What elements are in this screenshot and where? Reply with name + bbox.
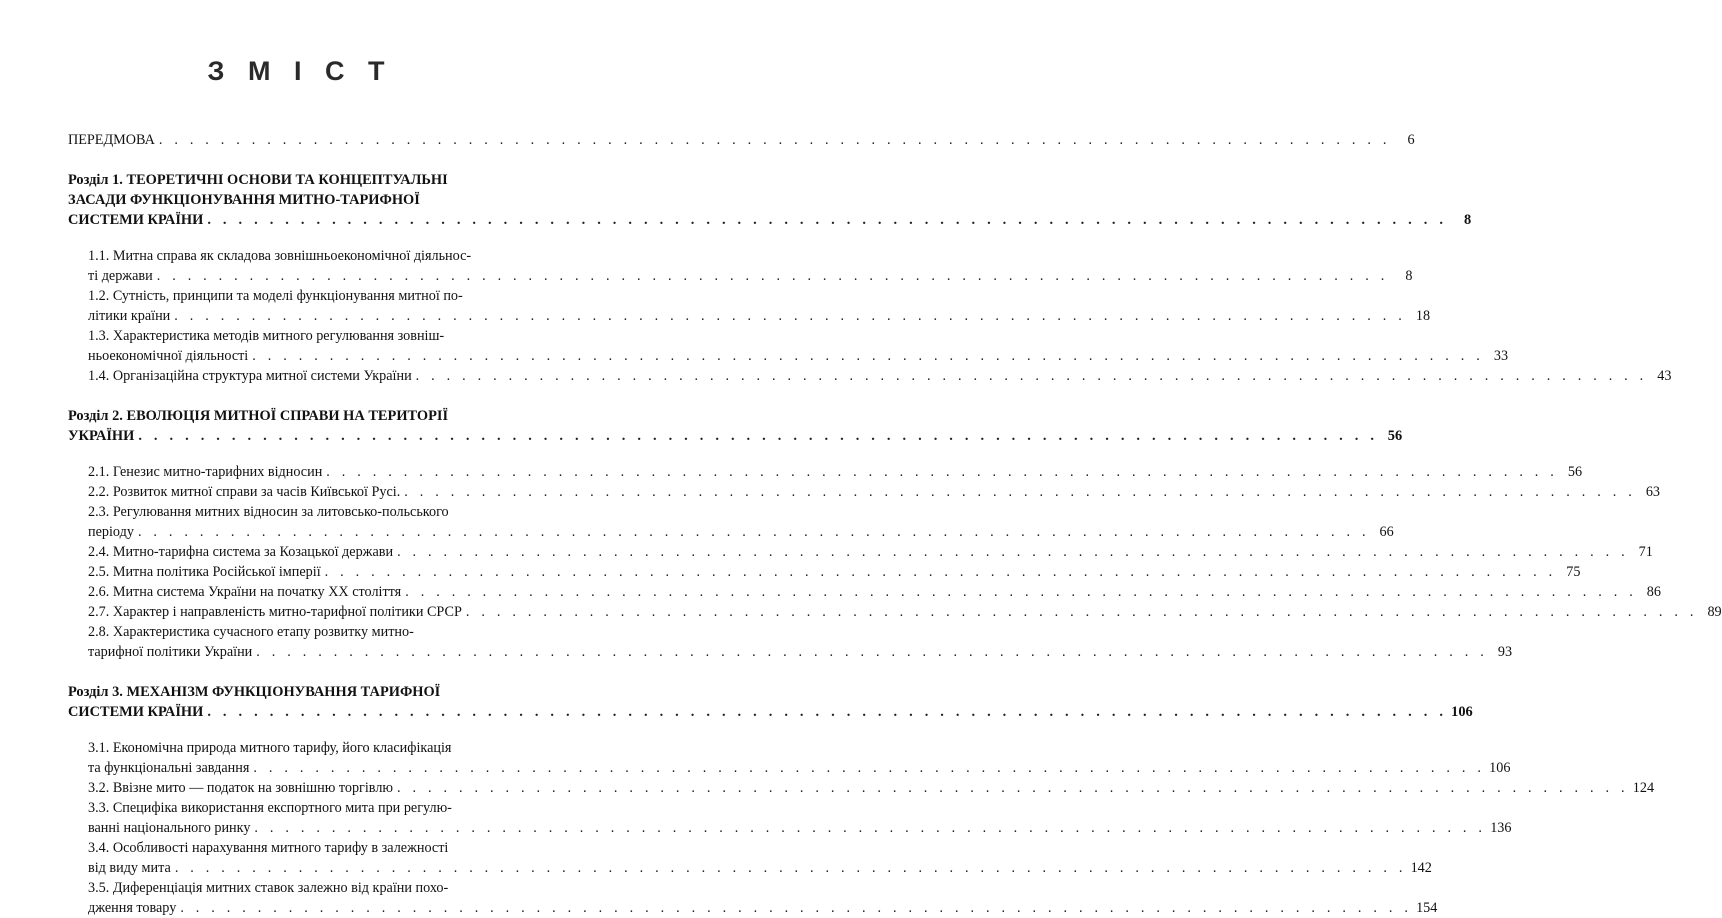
page-number: 8 bbox=[1405, 268, 1413, 284]
page-number: 154 bbox=[1416, 900, 1438, 916]
page-number: 106 bbox=[1451, 704, 1473, 720]
page-number: 93 bbox=[1497, 644, 1513, 660]
toc-entry-text: 3.2. Ввізне мито — податок на зовнішню торгівлю bbox=[88, 780, 394, 796]
leader-dots: . . . . . . . . . . . . . . . . . . . . . . . . . . . . . . . . . . . . . . . . . . . . . . . . . . . . . . . . . . . . . . . . . . . . . . . . . . . . . . . . bbox=[207, 212, 1448, 228]
leader-dots: . . . . . . . . . . . . . . . . . . . . . . . . . . . . . . . . . . . . . . . . . . . . . . . . . . . . . . . . . . . . . . . . . . . . . . . . . . . . . . . . bbox=[397, 780, 1629, 796]
toc-entry-text: 3.5. Диференціація митних ставок залежно від країни похо- bbox=[88, 880, 449, 896]
leader-dots: . . . . . . . . . . . . . . . . . . . . . . . . . . . . . . . . . . . . . . . . . . . . . . . . . . . . . . . . . . . . . . . . . . . . . . . . . . . . . . . . bbox=[397, 544, 1629, 560]
toc-entry[interactable] bbox=[68, 642, 1513, 662]
leader-dots: . . . . . . . . . . . . . . . . . . . . . . . . . . . . . . . . . . . . . . . . . . . . . . . . . . . . . . . . . . . . . . . . . . . . . . . . . . . . . . . . bbox=[405, 584, 1637, 600]
toc-entry[interactable] bbox=[68, 778, 1655, 798]
toc-entry bbox=[68, 838, 530, 858]
page-number: 86 bbox=[1646, 584, 1661, 600]
page-number: 106 bbox=[1489, 760, 1511, 776]
toc-entry-text: та функціональні завдання bbox=[88, 760, 250, 776]
leader-dots: . . . . . . . . . . . . . . . . . . . . . . . . . . . . . . . . . . . . . . . . . . . . . . . . . . . . . . . . . . . . . . . . . . . . . . . . . . . . . . . . bbox=[324, 564, 1557, 580]
section-heading bbox=[68, 682, 530, 702]
toc-entry[interactable] bbox=[68, 542, 1653, 562]
section-heading bbox=[68, 170, 530, 190]
toc-entry bbox=[68, 622, 530, 642]
toc-entry bbox=[68, 738, 530, 758]
leader-dots: . . . . . . . . . . . . . . . . . . . . . . . . . . . . . . . . . . . . . . . . . . . . . . . . . . . . . . . . . . . . . . . . . . . . . . . . . . . . . . . . bbox=[415, 368, 1648, 384]
page-number: 142 bbox=[1410, 860, 1432, 876]
leader-dots: . . . . . . . . . . . . . . . . . . . . . . . . . . . . . . . . . . . . . . . . . . . . . . . . . . . . . . . . . . . . . . . . . . . . . . . . . . . . . . . . bbox=[174, 860, 1407, 876]
page-number: 43 bbox=[1657, 368, 1672, 384]
leader-dots: . . . . . . . . . . . . . . . . . . . . . . . . . . . . . . . . . . . . . . . . . . . . . . . . . . . . . . . . . . . . . . . . . . . . . . . . . . . . . . . . bbox=[137, 524, 1370, 540]
toc-entry[interactable] bbox=[68, 462, 1583, 482]
toc-entry-text: 2.6. Митна система України на початку ХХ століття bbox=[88, 584, 402, 600]
toc-entry-text: 2.5. Митна політика Російської імперії bbox=[88, 564, 321, 580]
spacer bbox=[68, 446, 530, 462]
toc-entry-text: дження товару bbox=[88, 900, 177, 916]
page-number: 56 bbox=[1387, 428, 1403, 444]
toc-entry-text: 1.2. Сутність, принципи та моделі функціонування митної по- bbox=[88, 288, 463, 304]
leader-dots: . . . . . . . . . . . . . . . . . . . . . . . . . . . . . . . . . . . . . . . . . . . . . . . . . . . . . . . . . . . . . . . . . . . . . . . . . . . . . . . . bbox=[253, 760, 1486, 776]
spacer bbox=[68, 386, 530, 406]
toc-entry-preface-text: ПЕРЕДМОВА bbox=[68, 132, 155, 148]
section-heading bbox=[68, 190, 530, 210]
toc-entry-text: 3.1. Економічна природа митного тарифу, його класифікація bbox=[88, 740, 452, 756]
toc-entry[interactable] bbox=[68, 582, 1661, 602]
toc-entry-text: 2.4. Митно-тарифна система за Козацької держави bbox=[88, 544, 394, 560]
toc-entry-text: періоду bbox=[88, 524, 134, 540]
toc-entry-text: від виду мита bbox=[88, 860, 171, 876]
toc-entry bbox=[68, 878, 530, 898]
section-heading-text: Розділ 3. МЕХАНІЗМ ФУНКЦІОНУВАННЯ ТАРИФНОЇ bbox=[68, 684, 441, 700]
page-number: 56 bbox=[1567, 464, 1583, 480]
leader-dots: . . . . . . . . . . . . . . . . . . . . . . . . . . . . . . . . . . . . . . . . . . . . . . . . . . . . . . . . . . . . . . . . . . . . . . . . . . . . . . . . bbox=[207, 704, 1448, 720]
toc-entry-text: 2.7. Характер і направленість митно-тарифної політики СРСР bbox=[88, 604, 462, 620]
toc-entry-text: ті держави bbox=[88, 268, 153, 284]
toc-entry-preface[interactable] bbox=[68, 130, 1415, 150]
toc-entry bbox=[68, 246, 530, 266]
toc-entry bbox=[68, 286, 530, 306]
toc-entry bbox=[68, 502, 530, 522]
page-number: 66 bbox=[1379, 524, 1394, 540]
toc-entry-text: тарифної політики України bbox=[88, 644, 253, 660]
page-number: 63 bbox=[1645, 484, 1661, 500]
section-heading-text: ЗАСАДИ ФУНКЦІОНУВАННЯ МИТНО-ТАРИФНОЇ bbox=[68, 192, 420, 208]
table-of-contents bbox=[68, 130, 1722, 918]
toc-entry bbox=[68, 326, 530, 346]
toc-entry-text: 2.3. Регулювання митних відносин за литовсько-польського bbox=[88, 504, 449, 520]
toc-entry[interactable] bbox=[68, 366, 1672, 386]
page-title: З М І С Т bbox=[207, 56, 393, 86]
toc-entry-text: 3.4. Особливості нарахування митного тарифу в залежності bbox=[88, 840, 449, 856]
page-number: 136 bbox=[1490, 820, 1512, 836]
section-heading bbox=[68, 406, 530, 426]
leader-dots: . . . . . . . . . . . . . . . . . . . . . . . . . . . . . . . . . . . . . . . . . . . . . . . . . . . . . . . . . . . . . . . . . . . . . . . . . . . . . . . . bbox=[180, 900, 1413, 916]
toc-entry-text: 1.4. Організаційна структура митної системи України bbox=[88, 368, 412, 384]
section-heading[interactable] bbox=[68, 702, 1473, 722]
leader-dots: . . . . . . . . . . . . . . . . . . . . . . . . . . . . . . . . . . . . . . . . . . . . . . . . . . . . . . . . . . . . . . . . . . . . . . . . . . . . . . . . bbox=[174, 308, 1407, 324]
leader-dots: . . . . . . . . . . . . . . . . . . . . . . . . . . . . . . . . . . . . . . . . . . . . . . . . . . . . . . . . . . . . . . . . . . . . . . . . . . . . . . . . bbox=[138, 428, 1379, 444]
page-number: 18 bbox=[1415, 308, 1431, 324]
toc-entry-text: 2.1. Генезис митно-тарифних відносин bbox=[88, 464, 323, 480]
toc-entry-text: 1.3. Характеристика методів митного регулювання зовніш- bbox=[88, 328, 445, 344]
leader-dots: . . . . . . . . . . . . . . . . . . . . . . . . . . . . . . . . . . . . . . . . . . . . . . . . . . . . . . . . . . . . . . . . . . . . . . . . . . . . . . . . bbox=[254, 820, 1487, 836]
leader-dots: . . . . . . . . . . . . . . . . . . . . . . . . . . . . . . . . . . . . . . . . . . . . . . . . . . . . . . . . . . . . . . . . . . . . . . . . . . . . . . . . bbox=[252, 348, 1485, 364]
toc-entry[interactable] bbox=[68, 562, 1581, 582]
page-number: 89 bbox=[1707, 604, 1722, 620]
toc-entry-text: 2.2. Розвиток митної справи за часів Київської Русі. bbox=[88, 484, 401, 500]
toc-entry-text: 1.1. Митна справа як складова зовнішньоекономічної діяльнос- bbox=[88, 248, 472, 264]
toc-entry-text: 3.3. Специфіка використання експортного мита при регулю- bbox=[88, 800, 452, 816]
leader-dots: . . . . . . . . . . . . . . . . . . . . . . . . . . . . . . . . . . . . . . . . . . . . . . . . . . . . . . . . . . . . . . . . . . . . . . . . . . . . . . . . bbox=[326, 464, 1559, 480]
leader-dots: . . . . . . . . . . . . . . . . . . . . . . . . . . . . . . . . . . . . . . . . . . . . . . . . . . . . . . . . . . . . . . . . . . . . . . . . . . . . . . . . bbox=[465, 604, 1698, 620]
leader-dots: . . . . . . . . . . . . . . . . . . . . . . . . . . . . . . . . . . . . . . . . . . . . . . . . . . . . . . . . . . . . . . . . . . . . . . . . . . . . . . . . bbox=[404, 484, 1637, 500]
page-number: 6 bbox=[1407, 132, 1415, 148]
section-heading-text: УКРАЇНИ bbox=[68, 428, 135, 444]
toc-entry[interactable] bbox=[68, 758, 1511, 778]
toc-entry-text: ньоекономічної діяльності bbox=[88, 348, 249, 364]
page-number: 71 bbox=[1638, 544, 1653, 560]
toc-entry[interactable] bbox=[68, 522, 1394, 542]
section-heading-text: Розділ 2. ЕВОЛЮЦІЯ МИТНОЇ СПРАВИ НА ТЕРИТОРІЇ bbox=[68, 408, 449, 424]
toc-entry-text: ванні національного ринку bbox=[88, 820, 251, 836]
toc-entry[interactable] bbox=[68, 266, 1413, 286]
spacer bbox=[68, 150, 530, 170]
leader-dots: . . . . . . . . . . . . . . . . . . . . . . . . . . . . . . . . . . . . . . . . . . . . . . . . . . . . . . . . . . . . . . . . . . . . . . . . . . . . . . . . bbox=[156, 268, 1389, 284]
page-number: 124 bbox=[1632, 780, 1655, 796]
page-number: 33 bbox=[1493, 348, 1509, 364]
spacer bbox=[68, 662, 530, 682]
toc-entry[interactable] bbox=[68, 602, 1722, 622]
leader-dots: . . . . . . . . . . . . . . . . . . . . . . . . . . . . . . . . . . . . . . . . . . . . . . . . . . . . . . . . . . . . . . . . . . . . . . . . . . . . . . . . bbox=[256, 644, 1489, 660]
leader-dots: . . . . . . . . . . . . . . . . . . . . . . . . . . . . . . . . . . . . . . . . . . . . . . . . . . . . . . . . . . . . . . . . . . . . . . . . . . . . . . . . bbox=[158, 132, 1391, 148]
toc-entry-text: літики країни bbox=[88, 308, 171, 324]
page-number: 8 bbox=[1463, 212, 1472, 228]
toc-entry[interactable] bbox=[68, 482, 1661, 502]
spacer bbox=[68, 722, 530, 738]
spacer bbox=[68, 230, 530, 246]
toc-entry[interactable] bbox=[68, 306, 1431, 326]
toc-entry[interactable] bbox=[68, 898, 1438, 918]
toc-entry[interactable] bbox=[68, 346, 1509, 366]
section-heading[interactable] bbox=[68, 210, 1472, 230]
section-heading-text: СИСТЕМИ КРАЇНИ bbox=[68, 212, 204, 228]
toc-entry-text: 2.8. Характеристика сучасного етапу розвитку митно- bbox=[88, 624, 414, 640]
section-heading-text: Розділ 1. ТЕОРЕТИЧНІ ОСНОВИ ТА КОНЦЕПТУАЛЬНІ bbox=[68, 172, 448, 188]
toc-entry[interactable] bbox=[68, 858, 1432, 878]
toc-entry[interactable] bbox=[68, 818, 1512, 838]
section-heading-text: СИСТЕМИ КРАЇНИ bbox=[68, 704, 204, 720]
toc-entry bbox=[68, 798, 530, 818]
section-heading[interactable] bbox=[68, 426, 1403, 446]
page-number: 75 bbox=[1566, 564, 1581, 580]
